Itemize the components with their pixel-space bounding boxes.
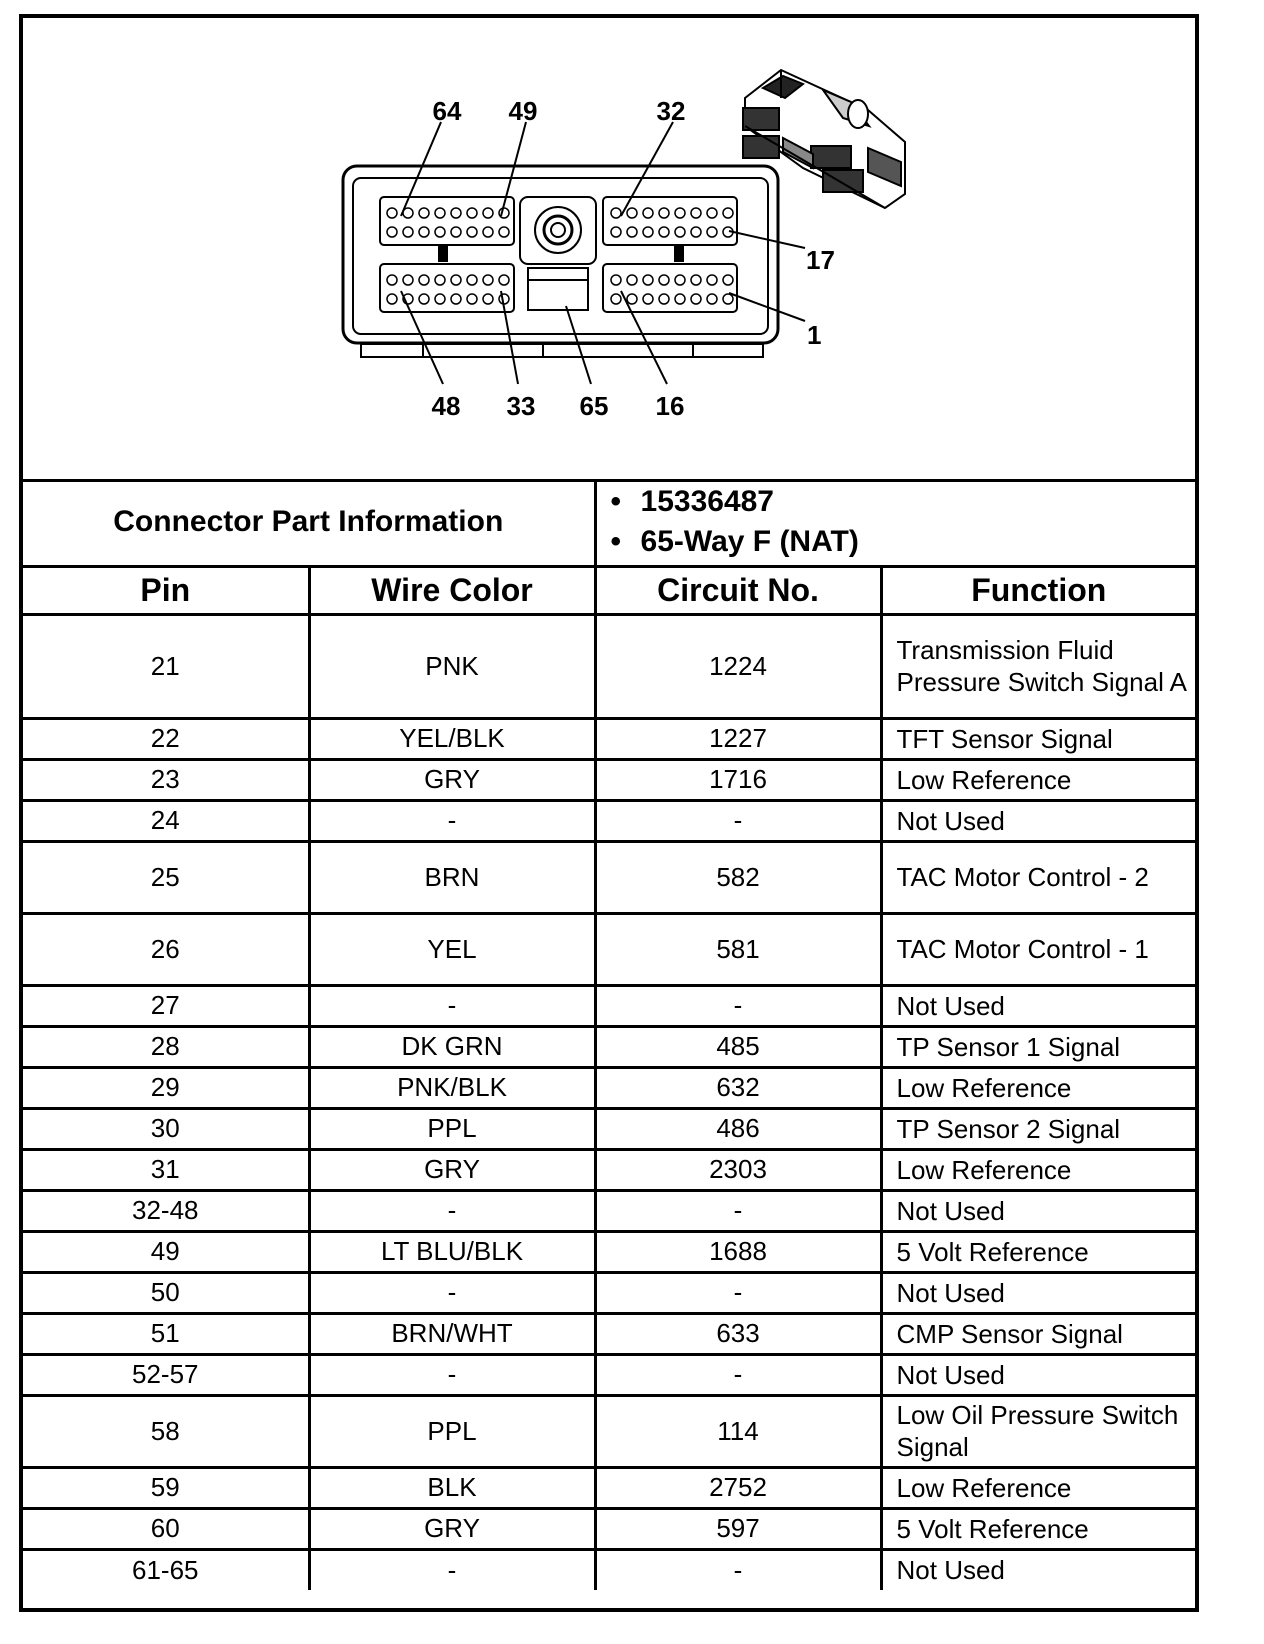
pin-cavity <box>387 208 397 218</box>
function-cell: TAC Motor Control - 1 <box>881 913 1195 985</box>
pin-cavity <box>707 294 717 304</box>
pin-cell: 26 <box>23 913 309 985</box>
pin-cell: 25 <box>23 841 309 913</box>
pin-cavity <box>675 275 685 285</box>
pin-cavity <box>419 294 429 304</box>
pin-cavity <box>627 227 637 237</box>
pin-label-33: 33 <box>506 391 536 421</box>
pin-cavity <box>483 227 493 237</box>
pin-cavity <box>483 275 493 285</box>
table-row <box>23 1108 1195 1149</box>
pin-cavity <box>627 275 637 285</box>
wire-color-cell: YEL <box>309 913 595 985</box>
pin-cell: 29 <box>23 1067 309 1108</box>
pin-cavity <box>499 275 509 285</box>
circuit-cell: 581 <box>595 913 881 985</box>
wire-color-cell: - <box>309 985 595 1026</box>
pin-cavity <box>723 275 733 285</box>
pin-cavity <box>643 275 653 285</box>
circuit-cell: 2303 <box>595 1149 881 1190</box>
pin-cavity <box>499 227 509 237</box>
table-row <box>23 985 1195 1026</box>
pinout-table <box>23 479 1195 1590</box>
pin-cavity <box>451 275 461 285</box>
pin-cavity <box>659 275 669 285</box>
table-row <box>23 1231 1195 1272</box>
pin-cavity <box>403 227 413 237</box>
wire-color-cell: PPL <box>309 1395 595 1467</box>
pin-cavity <box>419 208 429 218</box>
pin-label-17: 17 <box>806 245 835 275</box>
function-cell: Not Used <box>881 1549 1195 1590</box>
wire-color-cell: BRN <box>309 841 595 913</box>
pin-cavity <box>707 275 717 285</box>
table-row <box>23 1313 1195 1354</box>
function-cell: Low Reference <box>881 1467 1195 1508</box>
connector-info-label: Connector Part Information <box>23 479 595 566</box>
pin-cavity <box>435 208 445 218</box>
wire-color-cell: - <box>309 1272 595 1313</box>
function-cell: 5 Volt Reference <box>881 1231 1195 1272</box>
pin-cell: 50 <box>23 1272 309 1313</box>
function-cell: TAC Motor Control - 2 <box>881 841 1195 913</box>
pin-label-64: 64 <box>432 96 462 126</box>
header-wire-color: Wire Color <box>309 566 595 614</box>
pin-cavity <box>643 227 653 237</box>
wire-color-cell: - <box>309 1190 595 1231</box>
table-row <box>23 1149 1195 1190</box>
pin-cell: 28 <box>23 1026 309 1067</box>
pin-cavity <box>643 208 653 218</box>
table-row <box>23 1272 1195 1313</box>
table-row <box>23 1190 1195 1231</box>
pin-cavity <box>387 227 397 237</box>
pin-cavity <box>627 208 637 218</box>
table-row <box>23 718 1195 759</box>
pin-cavity <box>611 208 621 218</box>
pin-cavity <box>675 208 685 218</box>
pin-cavity <box>675 227 685 237</box>
pin-cell: 61-65 <box>23 1549 309 1590</box>
pin-cavity <box>691 208 701 218</box>
pin-cavity <box>723 294 733 304</box>
circuit-cell: 114 <box>595 1395 881 1467</box>
pin-cell: 31 <box>23 1149 309 1190</box>
pin-cavity <box>387 294 397 304</box>
pin-cavity <box>659 294 669 304</box>
wire-color-cell: BLK <box>309 1467 595 1508</box>
function-cell: TP Sensor 2 Signal <box>881 1108 1195 1149</box>
function-cell: Low Reference <box>881 1067 1195 1108</box>
wire-color-cell: PPL <box>309 1108 595 1149</box>
connector-description: • 65-Way F (NAT) <box>611 522 1196 562</box>
wire-color-cell: PNK <box>309 614 595 718</box>
wire-color-cell: GRY <box>309 1149 595 1190</box>
pin-cavity <box>419 227 429 237</box>
function-cell: Not Used <box>881 800 1195 841</box>
wire-color-cell: GRY <box>309 759 595 800</box>
pin-cavity <box>467 227 477 237</box>
table-row <box>23 913 1195 985</box>
pin-cell: 60 <box>23 1508 309 1549</box>
circuit-cell: 582 <box>595 841 881 913</box>
function-cell: CMP Sensor Signal <box>881 1313 1195 1354</box>
pin-cavity <box>435 275 445 285</box>
header-circuit-no: Circuit No. <box>595 566 881 614</box>
pin-cavity <box>435 227 445 237</box>
pin-label-32: 32 <box>656 96 686 126</box>
pin-cavity <box>483 208 493 218</box>
wire-color-cell: YEL/BLK <box>309 718 595 759</box>
function-cell: Not Used <box>881 1190 1195 1231</box>
pin-cavity <box>675 294 685 304</box>
circuit-cell: 597 <box>595 1508 881 1549</box>
pin-cavity <box>691 227 701 237</box>
connector-illustration <box>23 18 1195 479</box>
pin-cavity <box>451 208 461 218</box>
pin-cavity <box>611 294 621 304</box>
wire-color-cell: - <box>309 1354 595 1395</box>
table-header-row <box>23 566 1195 614</box>
pin-cavity <box>659 227 669 237</box>
circuit-cell: - <box>595 1190 881 1231</box>
pin-cavity <box>403 275 413 285</box>
pin-cavity <box>691 275 701 285</box>
table-row <box>23 1467 1195 1508</box>
function-cell: Low Oil Pressure Switch Signal <box>881 1395 1195 1467</box>
table-row <box>23 1549 1195 1590</box>
pin-cavity <box>643 294 653 304</box>
pin-cavity <box>451 227 461 237</box>
pin-cell: 27 <box>23 985 309 1026</box>
pin-cell: 30 <box>23 1108 309 1149</box>
pin-cavity <box>659 208 669 218</box>
pin-label-65: 65 <box>579 391 609 421</box>
circuit-cell: 1224 <box>595 614 881 718</box>
part-number: • 15336487 <box>611 482 1196 522</box>
function-cell: Not Used <box>881 1272 1195 1313</box>
circuit-cell: 1688 <box>595 1231 881 1272</box>
table-row <box>23 841 1195 913</box>
table-row <box>23 614 1195 718</box>
table-row <box>23 1395 1195 1467</box>
function-cell: Low Reference <box>881 1149 1195 1190</box>
pin-cell: 21 <box>23 614 309 718</box>
pin-label-48: 48 <box>431 391 461 421</box>
wire-color-cell: PNK/BLK <box>309 1067 595 1108</box>
function-cell: TP Sensor 1 Signal <box>881 1026 1195 1067</box>
pin-cell: 22 <box>23 718 309 759</box>
function-cell: Not Used <box>881 1354 1195 1395</box>
pin-cavity <box>611 227 621 237</box>
pin-cell: 49 <box>23 1231 309 1272</box>
circuit-cell: 485 <box>595 1026 881 1067</box>
pin-cavity <box>611 275 621 285</box>
wire-color-cell: BRN/WHT <box>309 1313 595 1354</box>
pin-cavity <box>387 275 397 285</box>
table-row <box>23 1067 1195 1108</box>
circuit-cell: 2752 <box>595 1467 881 1508</box>
function-cell: TFT Sensor Signal <box>881 718 1195 759</box>
table-row <box>23 759 1195 800</box>
circuit-cell: - <box>595 1354 881 1395</box>
pin-cell: 24 <box>23 800 309 841</box>
pin-label-1: 1 <box>807 320 822 350</box>
circuit-cell: - <box>595 800 881 841</box>
connector-diagram <box>23 18 1195 482</box>
function-cell: Low Reference <box>881 759 1195 800</box>
circuit-cell: 633 <box>595 1313 881 1354</box>
pin-cavity <box>435 294 445 304</box>
circuit-cell: 1227 <box>595 718 881 759</box>
wire-color-cell: - <box>309 1549 595 1590</box>
circuit-cell: 632 <box>595 1067 881 1108</box>
pin-label-49: 49 <box>508 96 538 126</box>
circuit-cell: - <box>595 985 881 1026</box>
connector-info-values <box>595 479 1195 566</box>
wire-color-cell: - <box>309 800 595 841</box>
pinout-sheet <box>19 14 1199 1612</box>
pin-cavity <box>467 275 477 285</box>
pin-cavity <box>499 208 509 218</box>
pin-cavity <box>707 227 717 237</box>
circuit-cell: - <box>595 1272 881 1313</box>
pin-cell: 58 <box>23 1395 309 1467</box>
pin-cavity <box>723 208 733 218</box>
header-pin: Pin <box>23 566 309 614</box>
pin-cavity <box>419 275 429 285</box>
table-row <box>23 1026 1195 1067</box>
table-row <box>23 800 1195 841</box>
circuit-cell: - <box>595 1549 881 1590</box>
wire-color-cell: LT BLU/BLK <box>309 1231 595 1272</box>
pin-cell: 59 <box>23 1467 309 1508</box>
table-row <box>23 1354 1195 1395</box>
pin-cell: 52-57 <box>23 1354 309 1395</box>
pin-cell: 23 <box>23 759 309 800</box>
pin-cavity <box>467 208 477 218</box>
wire-color-cell: DK GRN <box>309 1026 595 1067</box>
table-row <box>23 1508 1195 1549</box>
pin-cavity <box>707 208 717 218</box>
connector-info-row <box>23 479 1195 566</box>
pin-label-16: 16 <box>655 391 685 421</box>
circuit-cell: 1716 <box>595 759 881 800</box>
pin-cavity <box>627 294 637 304</box>
wire-color-cell: GRY <box>309 1508 595 1549</box>
pin-cavity <box>691 294 701 304</box>
circuit-cell: 486 <box>595 1108 881 1149</box>
pin-cavity <box>451 294 461 304</box>
pin-cell: 51 <box>23 1313 309 1354</box>
pin-cavity <box>483 294 493 304</box>
function-cell: Not Used <box>881 985 1195 1026</box>
pin-cavity <box>467 294 477 304</box>
pin-cell: 32-48 <box>23 1190 309 1231</box>
function-cell: 5 Volt Reference <box>881 1508 1195 1549</box>
header-function: Function <box>881 566 1195 614</box>
function-cell: Transmission Fluid Pressure Switch Signal A <box>881 614 1195 718</box>
